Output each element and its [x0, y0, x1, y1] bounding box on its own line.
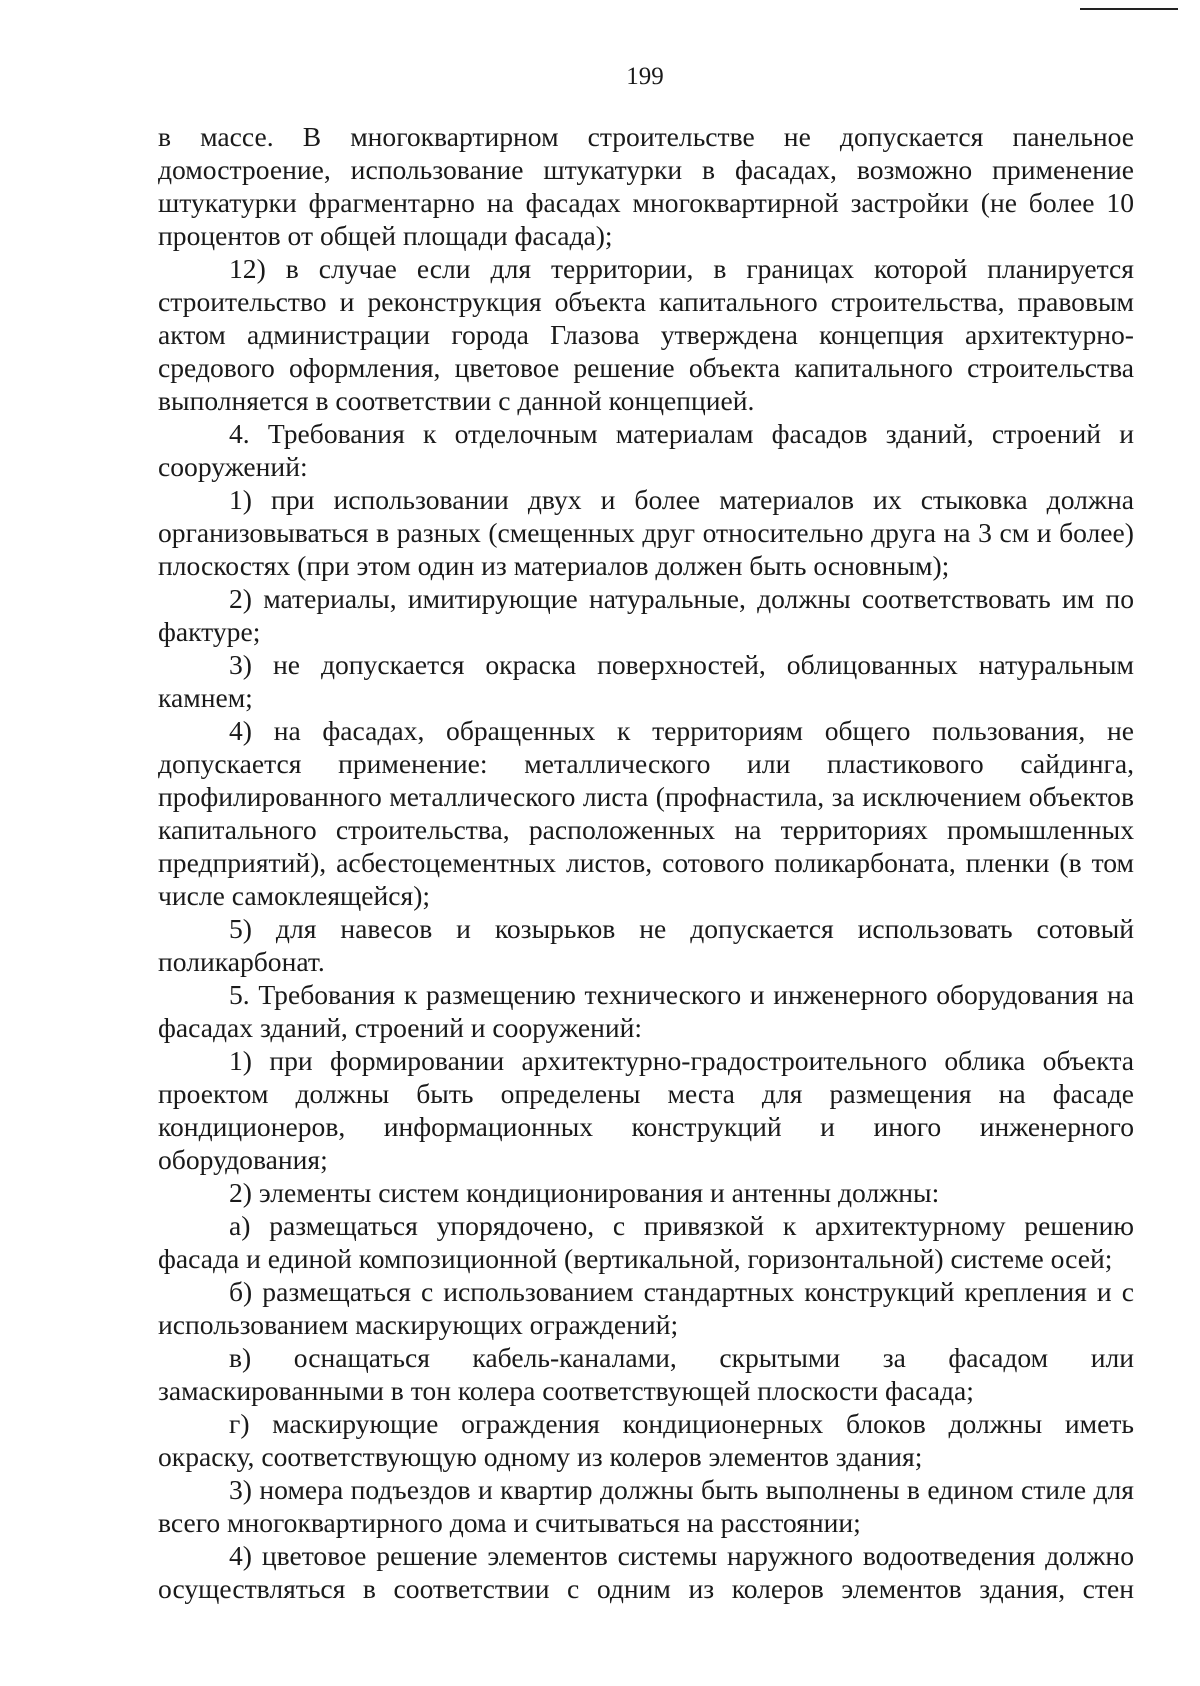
paragraph-item-5-4: 4) цветовое решение элементов системы наружного водоотведения должно осуществляться в соответствии с одним из колеров элементов здания, стен [158, 1540, 1134, 1604]
paragraph-item-4-5: 5) для навесов и козырьков не допускается использовать сотовый поликарбонат. [158, 913, 1134, 977]
paragraph-item-12: 12) в случае если для территории, в границах которой планируется строительство и реконструкция объекта капитального строительства, правовым актом администрации города Глазова утверждена концепция архитектурно-средового оформления, цветовое решение объекта капитального строительства выполняется в соответствии с данной концепцией. [158, 253, 1134, 416]
paragraph-subitem-a: а) размещаться упорядочено, с привязкой к архитектурному решению фасада и единой композиционной (вертикальной, горизонтальной) системе осей; [158, 1210, 1134, 1274]
top-edge-rule [1080, 8, 1178, 10]
paragraph-item-4-2: 2) материалы, имитирующие натуральные, должны соответствовать им по фактуре; [158, 583, 1134, 647]
paragraph-item-4-4: 4) на фасадах, обращенных к территориям общего пользования, не допускается применение: металлического или пластикового сайдинга, профилированного металлического листа (профнастила, за исключением объектов капитального строительства, расположенных на территориях промышленных предприятий), асбестоцементных листов, сотового поликарбоната, пленки (в том числе самоклеящейся); [158, 715, 1134, 911]
section-heading-5: 5. Требования к размещению технического и инженерного оборудования на фасадах зданий, строений и сооружений: [158, 979, 1134, 1043]
paragraph-item-5-3: 3) номера подъездов и квартир должны быть выполнены в едином стиле для всего многоквартирного дома и считываться на расстоянии; [158, 1474, 1134, 1538]
paragraph-item-4-1: 1) при использовании двух и более материалов их стыковка должна организовываться в разных (смещенных друг относительно друга на 3 см и более) плоскостях (при этом один из материалов должен быть основным); [158, 484, 1134, 581]
document-body [158, 120, 1134, 1605]
section-heading-4: 4. Требования к отделочным материалам фасадов зданий, строений и сооружений: [158, 418, 1134, 482]
paragraph-item-5-1: 1) при формировании архитектурно-градостроительного облика объекта проектом должны быть определены места для размещения на фасаде кондиционеров, информационных конструкций и иного инженерного оборудования; [158, 1045, 1134, 1175]
paragraph-subitem-v: в) оснащаться кабель-каналами, скрытыми за фасадом или замаскированными в тон колера соответствующей плоскости фасада; [158, 1342, 1134, 1406]
paragraph-subitem-g: г) маскирующие ограждения кондиционерных блоков должны иметь окраску, соответствующую одному из колеров элементов здания; [158, 1408, 1134, 1472]
paragraph-continuation: в массе. В многоквартирном строительстве не допускается панельное домостроение, использование штукатурки в фасадах, возможно применение штукатурки фрагментарно на фасадах многоквартирной застройки (не более 10 процентов от общей площади фасада); [158, 121, 1134, 251]
page-number: 199 [626, 63, 664, 90]
paragraph-item-4-3: 3) не допускается окраска поверхностей, облицованных натуральным камнем; [158, 649, 1134, 713]
paragraph-item-5-2: 2) элементы систем кондиционирования и антенны должны: [229, 1177, 940, 1208]
paragraph-subitem-b: б) размещаться с использованием стандартных конструкций крепления и с использованием маскирующих ограждений; [158, 1276, 1134, 1340]
